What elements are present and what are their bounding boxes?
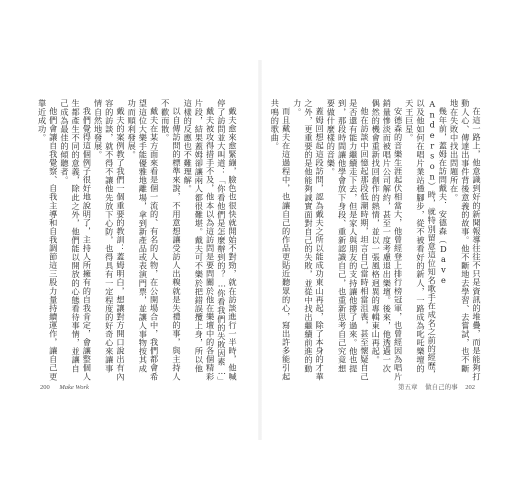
page-number: 200: [40, 384, 50, 391]
page-number: 202: [465, 384, 475, 391]
paragraph: 而且戴夫在這過程中，也讓自己的作品更貼近聽眾的心，寫出許多能引起共鳴的歌曲。: [270, 99, 292, 381]
paragraph: 他們會讓自我覺察、自我主導和自我調節這三股力量持續運作，讓自己更靠近成功。: [37, 99, 59, 381]
left-folio: [40, 384, 89, 391]
paragraph: 以自傳訪問的標準來說，不用意想讓受訪人出糗就是失禮的事，與主持人不歡而散。: [160, 99, 182, 381]
paragraph: 戴夫在某方面來看是個一流的、有名的人物，在公開場合中，我們都會希望這位大樂手能優雅地離場，拿到新產品或表演門票，並讓人事物按其成功而順利發展。: [127, 99, 160, 381]
running-title: Make Work: [59, 384, 89, 391]
paragraph: 戴夫愈來愈緊繃，臉色也很快就開始不對勁，就在訪談進行一半時，他喊停了訪問並大叫道：「你看他們是怎麼辦到的？…你看我們的失敗因素…」: [216, 99, 238, 385]
chapter-label: 第五章: [398, 384, 418, 391]
right-page-body: [272, 99, 482, 381]
paragraph: 戴夫被攻得措手不及，他本以為這訪問是要問關於他在樂壇中的各個精彩片段，結果蓋姆卻讓兩人都很難堪。戴夫可不樂於把錯誤攬上身，所以他這樣的反應也不難理解。: [183, 99, 216, 381]
left-page-body: [37, 99, 238, 385]
paragraph: 蓋姆回想起這段訪問，認為戴夫之所以能成功東山再起，除了本身的才華之外，更重要的是他能夠誠實面對自己的失敗，並從中找出繼續前進的動力。: [292, 99, 326, 381]
chapter-title: 做自己的事: [425, 384, 458, 391]
paragraph: 戴夫的案例教了我們一個重要的教訓：蓋姆明白，想讓對方開口說出有內容的訪談，就不得不讓他先放下心防，也得具有一定程度的好奇心來讓事情自然地發展。: [93, 99, 126, 381]
paragraph: 他在訪談中回憶起那段低潮時期，坦言自己當時相當沮喪，甚至懷疑自己是否還有能力繼續走下去，但是家人與朋友的支持讓他撐了過來。他也提到，那段時間讓他學會放下身段、重新認識自己，也重新思考自己究竟想要做什麼樣的音樂。: [326, 99, 370, 381]
right-page: [260, 0, 520, 500]
paragraph: 在這一路上，他意識到好的新聞報導往往不只是資訊的堆疊，而是能夠打動人心、傳達出事件背後意義的故事。他不斷地去學習、去嘗試，也不斷地在失敗中找出問題所在。: [449, 99, 482, 381]
paragraph: 幾年前，蓋姆在訪問戴夫．安德森（Dave Anderson）時，就特別留意這位知名歌手在成名之前的經歷，以及他如何在唱片業站穩腳步，從不被看好的新人，一路成為叱吒樂壇的天王巨星。: [404, 99, 449, 379]
paragraph: 安德森的音樂生涯起伏相當大，他曾經登上排行榜冠軍，也曾經因為唱片銷量慘淡而被唱片公司解約，甚至一度考慮退出樂壇。後來，他透過一次偶然的機會重新找回創作的熱情，並以一張風格迥異的專輯東山再起。: [371, 99, 404, 381]
paragraph: 我們覺得這個例子很好地說明了，主持人所擁有的自我肯定，會讓整個人生都產生不同的意義，除此之外，他們能以開放的心態看待事情，並讓自己成為最佳的傾聽者。: [59, 99, 93, 381]
right-folio: [398, 382, 475, 391]
